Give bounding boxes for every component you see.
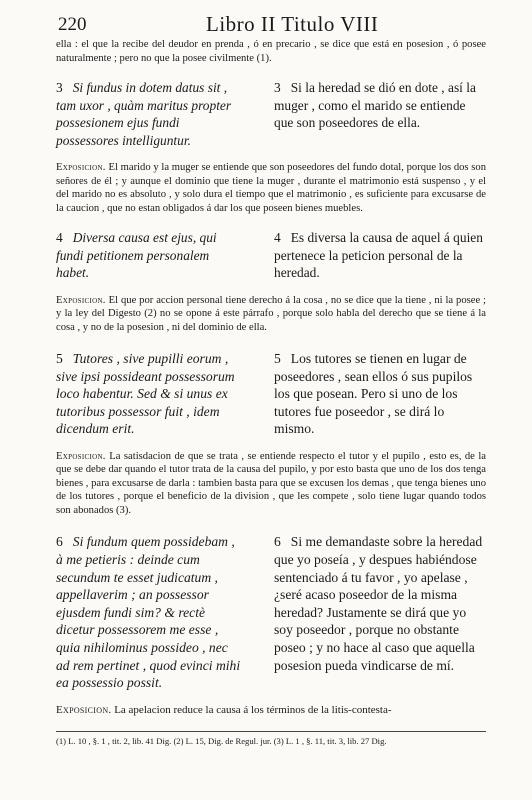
continuation-paragraph: ella : el que la recibe del deudor en prenda , ó en precario , se dice que está en posesion , ó posee naturalmente ; pero no que la posee civilmente (1). [56, 39, 486, 64]
law-number: 3 [56, 80, 63, 95]
law-number: 6 [56, 534, 63, 550]
latin-text [56, 350, 244, 438]
law-number: 4 [274, 230, 281, 245]
spanish-body: Si me demandaste sobre la heredad que yo poseía , y despues habiéndose sentenciado á tu favor , yo apelase , ¿seré acaso poseedor de la misma heredad? Justamente se dirá que yo soy poseedor , porque no obstante poseo ; y no hace al caso que aquella posesion pueda vindicarse de mí. [274, 534, 483, 673]
spanish-text [274, 533, 486, 691]
latin-body: Tutores , sive pupilli eorum , sive ipsi possideant possessorum loco habentur. Sed & si unus ex tutoribus possessor fuit , idem dicendum erit. [56, 351, 235, 437]
exposicion-label: Exposicion. [56, 450, 106, 462]
law-4 [56, 229, 486, 282]
exposicion-text: La apelacion reduce la causa á los términos de la litis-contesta- [114, 703, 392, 716]
exposicion-label: Exposicion. [56, 162, 106, 173]
footnotes: (1) L. 10 , §. 1 , tit. 2, lib. 41 Dig. (2) L. 15, Dig. de Regul. jur. (3) L. 1 , §. 11, tit. 3, lib. 27 Dig. [56, 736, 387, 747]
latin-body: Si fundum quem possidebam , à me petieris : deinde cum secundum te esset judicatum , appellaverim ; an possessor ejusdem fundi sim? & rectè dicetur possessorem me esse , quia nihilominus possideo , nec ad rem pertinet , quod evinci mihi ea possessio possit. [56, 534, 241, 691]
exposicion-4 [56, 294, 486, 335]
spanish-body: Los tutores se tienen en lugar de poseedores , sean ellos ó sus pupilos los que posean. Pero si uno de los tutores fue poseedor , se dirá lo mismo. [274, 351, 473, 437]
exposicion-6 [56, 704, 486, 718]
latin-text [56, 229, 244, 282]
latin-body: Diversa causa est ejus, qui fundi petitionem personalem habet. [56, 230, 217, 280]
law-number: 4 [56, 230, 63, 245]
spanish-text [274, 79, 486, 149]
latin-text [56, 533, 244, 691]
spanish-body: Si la heredad se dió en dote , así la muger , como el marido se entiende que son poseedores de ella. [274, 80, 476, 130]
spanish-body: Es diversa la causa de aquel á quien pertenece la peticion personal de la heredad. [274, 230, 483, 280]
law-number: 5 [56, 351, 63, 366]
law-3 [56, 79, 486, 149]
exposicion-label: Exposicion. [56, 294, 106, 306]
running-head: Libro II Titulo VIII [206, 12, 379, 36]
exposicion-text: El marido y la muger se entiende que son poseedores del fundo dotal, porque los dos son señores de él ; y aunque el dominio que tiene la muger , durante el matrimonio está suspenso , y el del marido no es absoluto , y solo dura el tiempo que el matrimonio , es suficiente para excusarse de la caucion , que no estan obligados á dar los que poseen bienes muebles. [56, 162, 486, 214]
exposicion-label: Exposicion. [56, 703, 112, 716]
law-number: 3 [274, 80, 281, 95]
exposicion-3 [56, 161, 486, 215]
page-number: 220 [58, 14, 87, 35]
page-header [56, 12, 486, 36]
law-number: 5 [274, 351, 281, 366]
law-number: 6 [274, 534, 281, 550]
latin-body: Si fundus in dotem datus sit , tam uxor , quàm maritus propter possesionem ejus fundi possessores intelliguntur. [56, 80, 232, 148]
law-5 [56, 350, 486, 438]
spanish-text [274, 229, 486, 282]
latin-text [56, 79, 244, 149]
exposicion-5 [56, 450, 486, 518]
law-6 [56, 533, 486, 691]
spanish-text [274, 350, 486, 438]
exposicion-text: El que por accion personal tiene derecho á la cosa , no se dice que la tiene , ni la posee ; y la ley del Digesto (2) no se opone á este párrafo , porque solo habla del derecho que se tiene á la cosa , y no de la posesion , ni del dominio de ella. [56, 294, 486, 333]
footnote-rule [56, 731, 486, 732]
exposicion-text: La satisdacion de que se trata , se entiende respecto el tutor y el pupilo , esto es, de la que se debe dar quando el tutor trata de la causa del pupilo, y por esto basta que uno de los dos tenga bienes , para excusarse de darla : tambien basta para que se excusen los demas , que tenga bienes uno de los tutores , porque el beneficio de la division , que les compete , solo tiene lugar quando todos son abonados (3). [56, 450, 486, 516]
